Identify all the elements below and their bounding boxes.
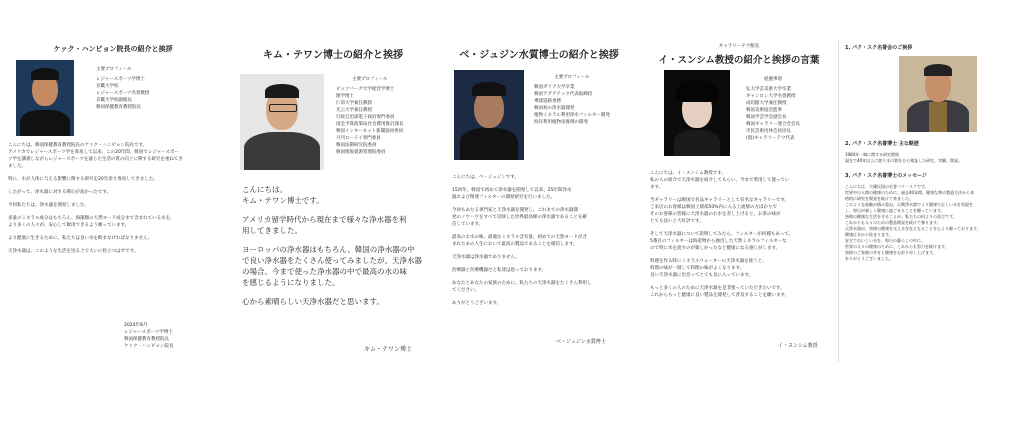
greeting-body <box>8 142 220 261</box>
profile-item: 市民芸術団体会員団長 <box>746 129 791 134</box>
paragraph: これからもっと健康に良い製品を開発して普及することを願います。 <box>650 293 790 298</box>
message-line: 安全でおいしい水を、毎日の暮らしの中に。 <box>845 238 925 243</box>
paragraph: 用してきました。 <box>242 226 302 235</box>
paragraph: 心から素晴らしい天浄水器だと思います。 <box>242 297 384 306</box>
paragraph: てください。 <box>452 288 479 293</box>
paragraph: より多くの人々が、安心して飲用できるよう願っています。 <box>8 223 130 228</box>
paragraph: アメリカ留学時代から現在まで様々な浄水器を利 <box>242 215 407 224</box>
profile-item: 植物ミネラル利用浄水フィルター開発 <box>534 113 610 118</box>
paragraph: ヨーロッパの浄水器はもちろん、韓国の浄水器の中 <box>242 245 415 254</box>
paragraph: ました。 <box>8 164 26 169</box>
paragraph: 器および関連フィルターの開発研究を行いました。 <box>452 195 555 200</box>
paragraph: ご来店のお客様は韓国上層部50%内に入る上流層の方ばかりで <box>650 205 777 210</box>
kicker: ギャラリーテウ館長 <box>718 44 760 49</box>
profile-item: (現)ギャラリーテウ代表 <box>746 136 795 141</box>
message-line: 格的に研究を開発を続けて来ました。 <box>845 196 913 201</box>
profile-item: 韓国法制研究院委員 <box>336 143 377 148</box>
paragraph: まれたあの人生において最高の製品であることを確信します。 <box>452 242 578 247</box>
profile-item: 京畿大学校副総長 <box>96 98 132 103</box>
paragraph: 多量のミネラル成分はもちろん、海藻類の天然ヨード成分まで含まれている水を、 <box>8 216 175 221</box>
message-line: 健康は水から始まります。 <box>845 232 893 237</box>
profile-item: 乗建道路専務 <box>534 99 561 104</box>
paragraph: 天浄水器は、このような生活を送る上で大いに役立つはずです。 <box>8 249 139 254</box>
paragraph: 信しています。 <box>452 222 484 227</box>
section-heading: 2. パク・スク名誉博士 主な略歴 <box>845 141 919 147</box>
message-line: 天浄水器が、皆様の健康を支える存在となることを心より願っております。 <box>845 226 981 231</box>
message-line: し、毎日が楽しく健康に過ごせることを願っています。 <box>845 208 945 213</box>
career-list <box>845 152 962 164</box>
profile-item: 韓国初の浄水器開発 <box>534 106 575 111</box>
section-heading: 1. パク・スク名誉会のご挨拶 <box>845 45 913 51</box>
paragraph: を感じるようになりました。 <box>242 278 340 287</box>
profile-item: ピッツバーグ大学経営学博士 <box>336 87 395 92</box>
section-heading: 3. パク・スク名誉博士のメッセージ <box>845 173 927 179</box>
page-title: キム・テワン博士の紹介と挨拶 <box>263 50 403 61</box>
message-line: 皆様のご家族の幸せと健康をお祈り申し上げます。 <box>845 250 937 255</box>
portrait-photo <box>454 70 524 160</box>
profile-heading: 主要プロフィール <box>554 75 590 80</box>
paragraph: 今回もあたる専門家と天浄水器を開発し、これまでの浄水器開 <box>452 208 578 213</box>
profile-item: 海洋利用植物栄養剤の開発 <box>534 120 588 125</box>
profile-heading: 主要プロフィール <box>96 67 132 72</box>
profile-item: 成均館大学兼任教授 <box>746 101 787 106</box>
profile-list <box>96 66 149 111</box>
paragraph: とても良いと大好評です。 <box>650 219 704 224</box>
profile-item: 韓国ガリア大学卒業 <box>534 85 575 90</box>
message-line: 世界中の人間の健康のために、過去40年間、健康な物の製造方法から本 <box>845 190 975 195</box>
paragraph: 15回年、韓国で初めて浄水器を開発して以来、25年間浄水 <box>452 188 572 193</box>
paragraph: あなたとあなたの家族のために、私たちの天浄水器をたくさん利用し <box>452 281 592 286</box>
paragraph: ありがとうございます。 <box>452 301 502 306</box>
page-kim-introduction <box>226 40 440 362</box>
profile-item: ギャンロン大学名誉教授 <box>746 94 796 99</box>
profile-item: 仁荷大学兼任教授 <box>336 101 372 106</box>
greeting-body <box>242 184 438 315</box>
profile-item: 韓国インターネット新聞協同委員 <box>336 129 404 134</box>
profile-item: 月刊ロードイ専門委員 <box>336 136 381 141</box>
signature-line: 韓国保健教育教授院長 <box>124 337 169 342</box>
profile-item: 京畿大学校 <box>96 84 119 89</box>
paragraph: 最高のお水の味、最適なミネラル含有量、初めての天然ヨードが含 <box>452 235 587 240</box>
signature-line: ケァク・ハンビョン院長 <box>124 344 174 349</box>
profile-item: 韓国学芸学会副会長 <box>746 115 787 120</box>
page-park-message <box>838 40 1021 362</box>
message-line: ありがとうございました。 <box>845 256 893 261</box>
portrait-photo <box>16 60 74 136</box>
greeting-body <box>452 174 636 313</box>
message-line: 世界の人々の健康のために、これからも努力を続けます。 <box>845 244 949 249</box>
portrait-photo <box>240 74 324 170</box>
signature: イ・スンシム教授 <box>778 343 818 349</box>
signature: キム・テワン博士 <box>364 346 412 353</box>
portrait-photo <box>664 70 730 156</box>
paragraph: そのお客様の皆様に天浄水器のお水を差し上げると、お茶の味が <box>650 212 781 217</box>
profile-list <box>746 76 800 142</box>
profile-item: 韓国アグアテック代表取締役 <box>534 92 593 97</box>
profile-item: 弘大学芸美術大学卒業 <box>746 87 791 92</box>
profile-item: レジャースポーツ学博士 <box>96 77 145 82</box>
paragraph: 特に、水が人体に与える影響に関する研究を20年余り専攻してきました。 <box>8 177 158 182</box>
message-line: 皆様の健康な生活を守ることが、私たちの何よりの喜びです。 <box>845 214 957 219</box>
profile-item: レジャースポーツ名誉教授 <box>96 91 150 96</box>
paragraph: キム・テワン博士です。 <box>242 196 324 205</box>
paragraph: 今回私たちは、浄水器を開発しました。 <box>8 203 89 208</box>
message-body <box>845 184 1017 262</box>
page-title: ベ・ジュジン水質博士の紹介と挨拶 <box>459 50 619 61</box>
message-line: このような経験が積み重ね、天興浄水器でより健康で正しい水を実現を <box>845 202 973 207</box>
date: 2024年8月 <box>124 323 148 328</box>
paragraph: ので特に水を流すのが楽しかったなと健康になる感じがします。 <box>650 246 781 251</box>
paragraph: 私の人の紹介で天浄水器を紹介してもらい、今まで愛用して使ってい <box>650 178 790 183</box>
page-kwak-introduction <box>4 40 222 362</box>
portrait-photo <box>899 56 977 132</box>
paragraph: 5番目のフィルターは海産物から抽出した天然ミネラルフィルターな <box>650 239 787 244</box>
profile-item: 韓国美術協会監事 <box>746 108 782 113</box>
profile-item: 国会予算政策局社会費用推計課長 <box>336 122 404 127</box>
signature-line: レジャースポーツ学博士 <box>124 330 173 335</box>
paragraph: したがって、浄水器に対する関心が高かったです。 <box>8 190 112 195</box>
paragraph: ます。 <box>650 185 664 190</box>
message-line: これからも人々のための製品開発を続けて参ります。 <box>845 220 941 225</box>
paragraph: 天浄水器は浄水器でありません。 <box>452 255 520 260</box>
paragraph: ツ学を講義しながらレジャースポーツを通じた生活の質の向上に関する研究を重ねてき <box>8 157 183 162</box>
greeting-body <box>650 170 834 305</box>
paragraph: で良い浄水器をたくさん使ってみましたが、天浄水器 <box>242 256 422 265</box>
page-bae-introduction <box>440 40 638 362</box>
paragraph: アメリカでレジャースポーツ学を専攻して以来、この20年間、韓国でレジャースポー <box>8 150 179 155</box>
signature-block <box>124 322 174 350</box>
profile-item: 韓国ギャラリー連合会会長 <box>746 122 800 127</box>
paragraph: こんにちは。韓国保健教育教授院長のケァク・ハンビョン院長です。 <box>8 143 148 148</box>
profile-item: 韓国情報資源管理院委員 <box>336 150 386 155</box>
paragraph: の場合、今まで使った浄水器の中で最高の水の味 <box>242 267 407 276</box>
paragraph: 料理を作る時にミネラルウォーターの天浄水器を使うと、 <box>650 259 767 264</box>
paragraph: こんにちは、ベ・ジュジンです。 <box>452 175 519 180</box>
career-item: 現在で40年以上に渡り水の質を自ら検証した研究、実験、開発。 <box>845 158 963 163</box>
paragraph: 料理の味が一層して料理の味がよくなります。 <box>650 266 745 271</box>
paragraph: もっと多くの人のために天浄水器を是非使っていただきたいです。 <box>650 286 785 291</box>
profile-heading: 経歴事項 <box>764 77 782 82</box>
page-title: ケァク・ハンビョン院長の紹介と挨拶 <box>53 45 173 53</box>
paragraph: 治療器と医療機器だと私達は思っております。 <box>452 268 547 273</box>
paragraph: そして天浄水器について説明してみたら、フィルターが何種もあって、 <box>650 232 794 237</box>
paragraph: こんにちは。 <box>242 185 287 194</box>
profile-heading: 主要プロフィール <box>351 77 388 82</box>
paragraph: 当ギャラリーは韓国で名品ギャラリーとして有名なギャラリーです。 <box>650 198 790 203</box>
paragraph: 発のノウハウをすべて反映した世界最高峰の浄水器であることを確 <box>452 215 587 220</box>
profile-item: 行政自治部電子政府専門委員 <box>336 115 395 120</box>
paragraph: 良い天浄水器に出会ってとても気に入っています。 <box>650 273 754 278</box>
paragraph: こんにちは、イ・スンシム教授です。 <box>650 171 726 176</box>
paragraph: より健康に生きるために、私たちは良い水を飲まなければなりません。 <box>8 236 153 241</box>
signature: ベ・ジュジン水質博士 <box>556 339 606 345</box>
page-title: イ・スンシム教授の紹介と挨拶の言葉 <box>658 55 820 66</box>
profile-list <box>336 76 404 156</box>
profile-item: 韓国保健教育教授院長 <box>96 105 141 110</box>
page-lee-introduction <box>642 40 836 362</box>
profile-item: 光云大学兼任教授 <box>336 108 372 113</box>
profile-list <box>534 74 610 126</box>
career-item: 1984年一端に関する研究開始 <box>845 152 900 157</box>
message-line: こんにちは、大韓民国の名誉パク・スクです。 <box>845 184 929 189</box>
profile-item: 理学博士 <box>336 94 354 99</box>
